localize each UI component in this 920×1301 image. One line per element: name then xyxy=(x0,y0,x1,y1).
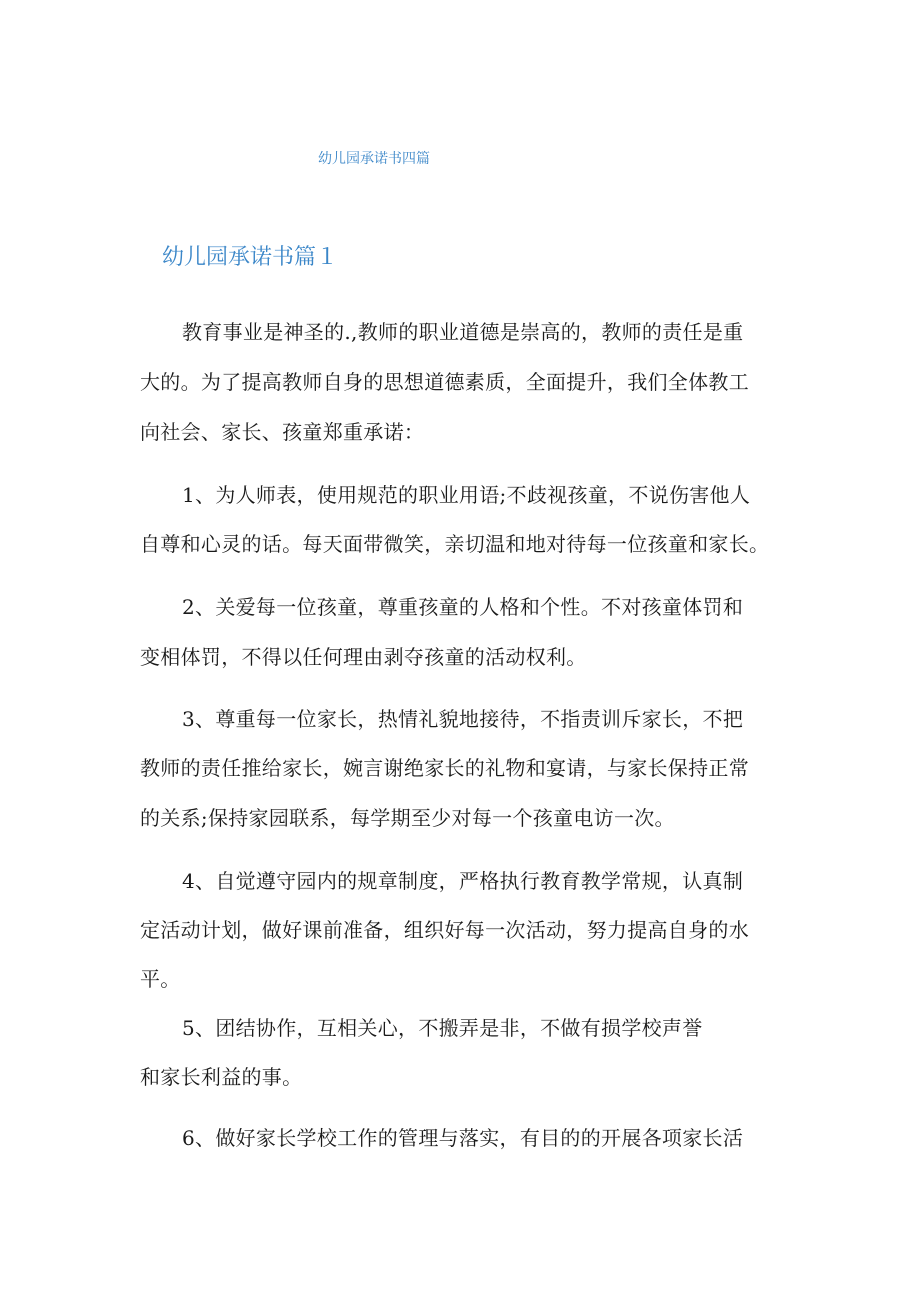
paragraph-line: 自尊和心灵的话。每天面带微笑，亲切温和地对待每一位孩童和家长。 xyxy=(140,532,770,556)
paragraph-line: 6、做好家长学校工作的管理与落实，有目的的开展各项家长活 xyxy=(182,1126,744,1150)
section-heading: 幼儿园承诺书篇１ xyxy=(162,245,339,270)
paragraph-line: 定活动计划，做好课前准备，组织好每一次活动，努力提高自身的水 xyxy=(140,918,749,942)
paragraph-line: 1、为人师表，使用规范的职业用语;不歧视孩童，不说伤害他人 xyxy=(182,483,751,507)
paragraph-line: 大的。为了提高教师自身的思想道德素质，全面提升，我们全体教工 xyxy=(140,370,749,394)
document-title: 幼儿园承诺书四篇 xyxy=(318,151,430,167)
paragraph-line: 平。 xyxy=(140,967,181,991)
paragraph-line: 3、尊重每一位家长，热情礼貌地接待，不指责训斥家长，不把 xyxy=(182,707,744,731)
paragraph-line: 2、关爱每一位孩童，尊重孩童的人格和个性。不对孩童体罚和 xyxy=(182,595,744,619)
paragraph-line: 向社会、家长、孩童郑重承诺： xyxy=(140,420,425,444)
paragraph-line: 教育事业是神圣的.,教师的职业道德是崇高的，教师的责任是重 xyxy=(182,320,744,344)
paragraph-line: 5、团结协作，互相关心，不搬弄是非，不做有损学校声誉 xyxy=(182,1016,703,1040)
paragraph-line: 教师的责任推给家长，婉言谢绝家长的礼物和宴请，与家长保持正常 xyxy=(140,756,749,780)
paragraph-line: 4、自觉遵守园内的规章制度，严格执行教育教学常规，认真制 xyxy=(182,869,744,893)
paragraph-line: 的关系;保持家园联系，每学期至少对每一个孩童电访一次。 xyxy=(140,806,675,830)
paragraph-line: 变相体罚，不得以任何理由剥夺孩童的活动权利。 xyxy=(140,645,587,669)
paragraph-line: 和家长利益的事。 xyxy=(140,1065,303,1089)
